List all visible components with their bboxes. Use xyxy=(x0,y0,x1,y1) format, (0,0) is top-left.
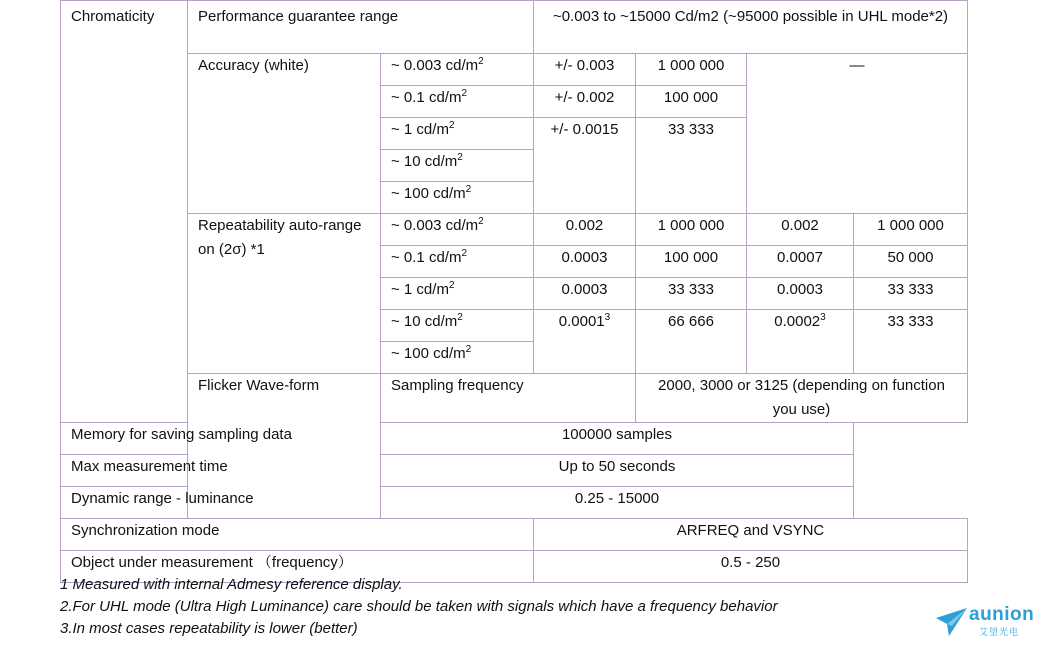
footnote-3: 3.In most cases repeatability is lower (better) xyxy=(60,620,358,637)
accuracy-time: 1 000 000 xyxy=(636,54,747,86)
logo-wordmark: aunion xyxy=(969,604,1035,625)
accuracy-time: 33 333 xyxy=(636,118,747,214)
repeat-a: 0.002 xyxy=(534,214,636,246)
footnote-2: 2.For UHL mode (Ultra High Luminance) care should be taken with signals which have a frequency behavior xyxy=(60,598,778,615)
repeat-d: 33 333 xyxy=(854,278,968,310)
repeat-a: 0.0003 xyxy=(534,278,636,310)
repeat-d: 1 000 000 xyxy=(854,214,968,246)
repeat-b: 66 666 xyxy=(636,310,747,374)
flicker-label: Flicker Wave-form xyxy=(188,374,381,519)
flicker-row-value: Up to 50 seconds xyxy=(381,455,854,487)
repeat-b: 33 333 xyxy=(636,278,747,310)
flicker-row-value: 100000 samples xyxy=(381,423,854,455)
flicker-row-label: Memory for saving sampling data xyxy=(61,423,381,455)
repeat-d: 33 333 xyxy=(854,310,968,374)
sync-value: ARFREQ and VSYNC xyxy=(534,519,968,551)
accuracy-dash: — xyxy=(747,54,968,214)
accuracy-value: +/- 0.0015 xyxy=(534,118,636,214)
accuracy-level: ~ 10 $cd/m^2$ xyxy=(381,150,534,182)
sync-label: Synchronization mode xyxy=(61,519,534,551)
repeat-level: ~ 100 $cd/m^2$ xyxy=(381,342,534,374)
flicker-row-label: Sampling frequency xyxy=(381,374,636,423)
flicker-row-label: Dynamic range - luminance xyxy=(61,487,381,519)
accuracy-level: ~ 1 $cd/m^2$ xyxy=(381,118,534,150)
accuracy-level: ~ 0.003 $cd/m^2$ xyxy=(381,54,534,86)
company-logo xyxy=(935,604,1040,638)
accuracy-time: 100 000 xyxy=(636,86,747,118)
paper-plane-icon xyxy=(935,606,969,638)
accuracy-level: ~ 100 $cd/m^2$ xyxy=(381,182,534,214)
footnotes xyxy=(60,574,778,640)
accuracy-label: Accuracy (white) xyxy=(188,54,381,214)
logo-subtitle: 艾望光电 xyxy=(979,627,1020,637)
object-label: Object under measurement （frequency） xyxy=(61,551,534,583)
repeat-c: 0.0007 xyxy=(747,246,854,278)
repeat-level: ~ 1 $cd/m^2$ xyxy=(381,278,534,310)
repeat-level: ~ 10 $cd/m^2$ xyxy=(381,310,534,342)
repeat-b: 100 000 xyxy=(636,246,747,278)
accuracy-level: ~ 0.1 $cd/m^2$ xyxy=(381,86,534,118)
repeatability-label: Repeatability auto-range on (2σ) *1 xyxy=(188,214,381,374)
range-value: ~0.003 to ~15000 Cd/m2 (~95000 possible in UHL mode*2) xyxy=(534,1,968,54)
repeat-a: 0.0001$^3$ xyxy=(534,310,636,374)
object-value: 0.5 - 250 xyxy=(534,551,968,583)
repeat-b: 1 000 000 xyxy=(636,214,747,246)
repeat-level: ~ 0.003 $cd/m^2$ xyxy=(381,214,534,246)
flicker-row-value: 0.25 - 15000 xyxy=(381,487,854,519)
repeat-a: 0.0003 xyxy=(534,246,636,278)
flicker-row-value: 2000, 3000 or 3125 (depending on function you use) xyxy=(636,374,968,423)
footnote-1: 1 Measured with internal Admesy reference display. xyxy=(60,576,403,593)
repeat-c: 0.002 xyxy=(747,214,854,246)
chromaticity-label: Chromaticity xyxy=(61,1,188,423)
repeat-c: 0.0002$^3$ xyxy=(747,310,854,374)
repeat-level: ~ 0.1 $cd/m^2$ xyxy=(381,246,534,278)
accuracy-value: +/- 0.002 xyxy=(534,86,636,118)
repeat-d: 50 000 xyxy=(854,246,968,278)
range-label: Performance guarantee range xyxy=(188,1,534,54)
flicker-row-label: Max measurement time xyxy=(61,455,381,487)
accuracy-value: +/- 0.003 xyxy=(534,54,636,86)
spec-table xyxy=(60,0,968,583)
repeat-c: 0.0003 xyxy=(747,278,854,310)
